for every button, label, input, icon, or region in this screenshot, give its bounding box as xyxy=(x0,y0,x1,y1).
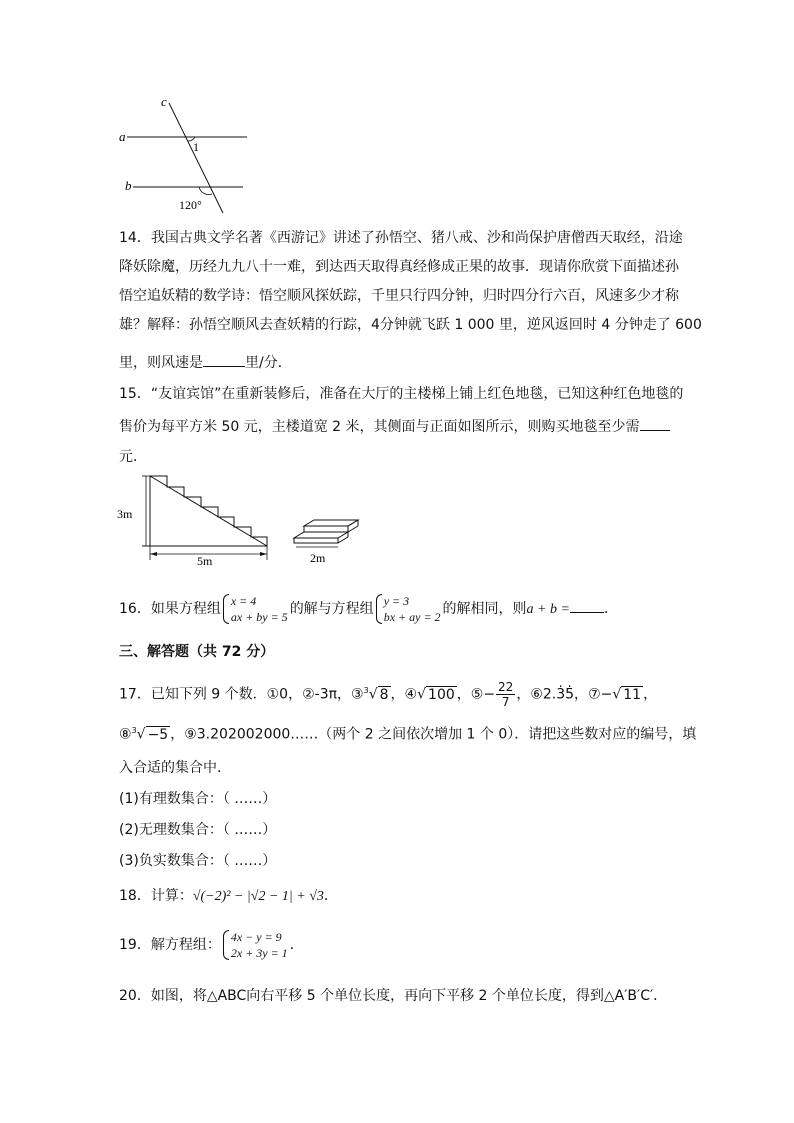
q17-n4-radicand: 100 xyxy=(428,686,455,703)
q14-line5-text-a: 里，则风速是 xyxy=(119,355,203,371)
parallel-lines-figure xyxy=(115,95,255,220)
q19-row1: 4x − y = 9 xyxy=(230,930,282,944)
q14-answer-blank[interactable] xyxy=(203,352,245,367)
q18-prefix: 18．计算： xyxy=(119,888,193,904)
q16-sys1-row2: ax + by = 5 xyxy=(230,610,288,624)
transversal-c xyxy=(169,103,223,213)
q15-answer-blank[interactable] xyxy=(640,416,670,431)
q17-n3-index: 3 xyxy=(363,686,369,695)
q15-line-1: 15．“友谊宾馆”在重新装修后，准备在大厅的主楼梯上铺上红色地毯，已知这种红色地毯的 xyxy=(119,386,684,402)
q17-n5-denominator: 7 xyxy=(501,695,510,710)
q14-line-2: 降妖除魔，历经九九八十一难，到达西天取得真经修成正果的故事．现请你欣赏下面描述孙 xyxy=(119,259,679,275)
q18-expression: √(−2)² − |√2 − 1| + √3 xyxy=(192,889,324,904)
q14-line-5 xyxy=(119,352,292,373)
q17-n3-label: ③ xyxy=(351,686,364,703)
q15-line-3: 元． xyxy=(119,449,147,465)
q16-prefix: 16．如果方程组 xyxy=(119,601,221,617)
q17-n3-radicand: 8 xyxy=(379,686,389,703)
q17-n9: ⑨3.202002000……（两个 2 之间依次增加 1 个 0）．请把这些数对应的编号，填 xyxy=(184,726,697,743)
q17-n4-sep: ， xyxy=(456,686,471,703)
q17-n1: ①0， xyxy=(266,686,303,703)
section-3-title: 三、解答题（共 72 分） xyxy=(119,644,275,660)
height-label: 3m xyxy=(117,507,133,521)
q17-n4-label: ④ xyxy=(404,686,418,703)
q16-sys2-row1: y = 3 xyxy=(383,594,410,608)
q16-middle: 的解与方程组 xyxy=(289,601,374,617)
q17-n5-fraction xyxy=(496,680,515,709)
stair-front-view-figure xyxy=(288,510,368,570)
q17-n7-radicand: 11 xyxy=(623,686,642,703)
q14-line-1: 14．我国古典文学名著《西游记》讲述了孙悟空、猪八戒、沙和尚保护唐僧西天取经，沿途 xyxy=(119,230,683,246)
q16-sys2-row2: bx + ay = 2 xyxy=(383,610,441,624)
q17-n8-label: ⑧ xyxy=(119,726,132,743)
q15-line2-text: 售价为每平方米 50 元，主楼道宽 2 米，其侧面与正面如图所示，则购买地毯至少需 xyxy=(119,419,640,435)
q17-n8-index: 3 xyxy=(131,726,137,735)
label-a: a xyxy=(119,129,126,144)
q17-line-3: 入合适的集合中． xyxy=(119,760,231,776)
q17-n7-sep: ， xyxy=(643,686,658,703)
q17-n3-sep: ， xyxy=(390,686,405,703)
label-angle-1: 1 xyxy=(193,140,199,154)
q19-end: ． xyxy=(289,937,304,953)
q17-line-1: 17．已知下列 9 个数．①0，②-3π，③$^3$√ 8 ，④√ 100 ，⑤− $\frac{22}{7}$ ，⑥2.3̇5̇，⑦−√ 11 ， xyxy=(119,680,658,710)
q16-sys1-row1: x = 4 xyxy=(230,594,257,608)
q16-end: ． xyxy=(603,601,618,617)
q15-line-2 xyxy=(119,416,670,437)
angle-120-arc xyxy=(199,187,212,195)
q17-set-negative-real[interactable]: (3)负实数集合：（ ……） xyxy=(119,853,277,869)
q19-prefix: 19．解方程组： xyxy=(119,937,221,953)
q17-n5-label: ⑤− xyxy=(470,686,496,703)
length-label: 5m xyxy=(197,554,213,568)
q19-row2: 2x + 3y = 1 xyxy=(230,946,288,960)
q17-line-2: ⑧$^3$√ −5 ，⑨3.202002000……（两个 2 之间依次增加 1 个 0）．请把这些数对应的编号，填 xyxy=(119,726,697,743)
label-b: b xyxy=(125,178,132,193)
q19-system xyxy=(223,929,288,961)
q17-n8-radicand: −5 xyxy=(147,726,169,743)
q16-system-2 xyxy=(376,593,441,625)
q19-line xyxy=(119,928,304,962)
label-angle-120: 120° xyxy=(179,198,202,212)
q17-n6: ⑥2.3̇5̇， xyxy=(530,686,589,703)
q17-prefix: 17．已知下列 9 个数． xyxy=(119,686,267,703)
q17-n5-sep: ， xyxy=(516,686,531,703)
q20-line: 20．如图，将△ABC向右平移 5 个单位长度，再向下平移 2 个单位长度，得到△A′B′C′． xyxy=(119,988,668,1004)
q18-line xyxy=(119,886,338,907)
q17-n5-numerator: 22 xyxy=(498,680,514,695)
q17-set-irrational[interactable]: (2)无理数集合：（ ……） xyxy=(119,822,277,838)
stair-side-view-figure xyxy=(115,468,275,568)
q16-line xyxy=(119,592,618,627)
q16-suffix: 的解相同，则 xyxy=(442,601,527,617)
label-c: c xyxy=(161,95,167,109)
q16-system-1 xyxy=(223,593,288,625)
width-label: 2m xyxy=(310,551,326,565)
q16-answer-blank[interactable] xyxy=(570,598,604,613)
q18-end: ． xyxy=(323,888,338,904)
q17-n7-label: ⑦− xyxy=(588,686,613,703)
q14-line-3: 悟空追妖精的数学诗：悟空顺风探妖踪，千里只行四分钟，归时四分行六百，风速多少才称 xyxy=(119,288,679,304)
q14-line5-text-b: 里/分． xyxy=(245,355,292,371)
q17-set-rational[interactable]: (1)有理数集合：（ ……） xyxy=(119,791,277,807)
q17-n2: ②-3π， xyxy=(302,686,352,703)
q17-n8-sep: ， xyxy=(170,726,185,743)
q16-expression: a + b = xyxy=(526,602,570,617)
q14-line-4: 雄？解释：孙悟空顺风去查妖精的行踪，4分钟就飞跃 1 000 里，逆风返回时 4 分钟走了 600 xyxy=(119,317,702,333)
